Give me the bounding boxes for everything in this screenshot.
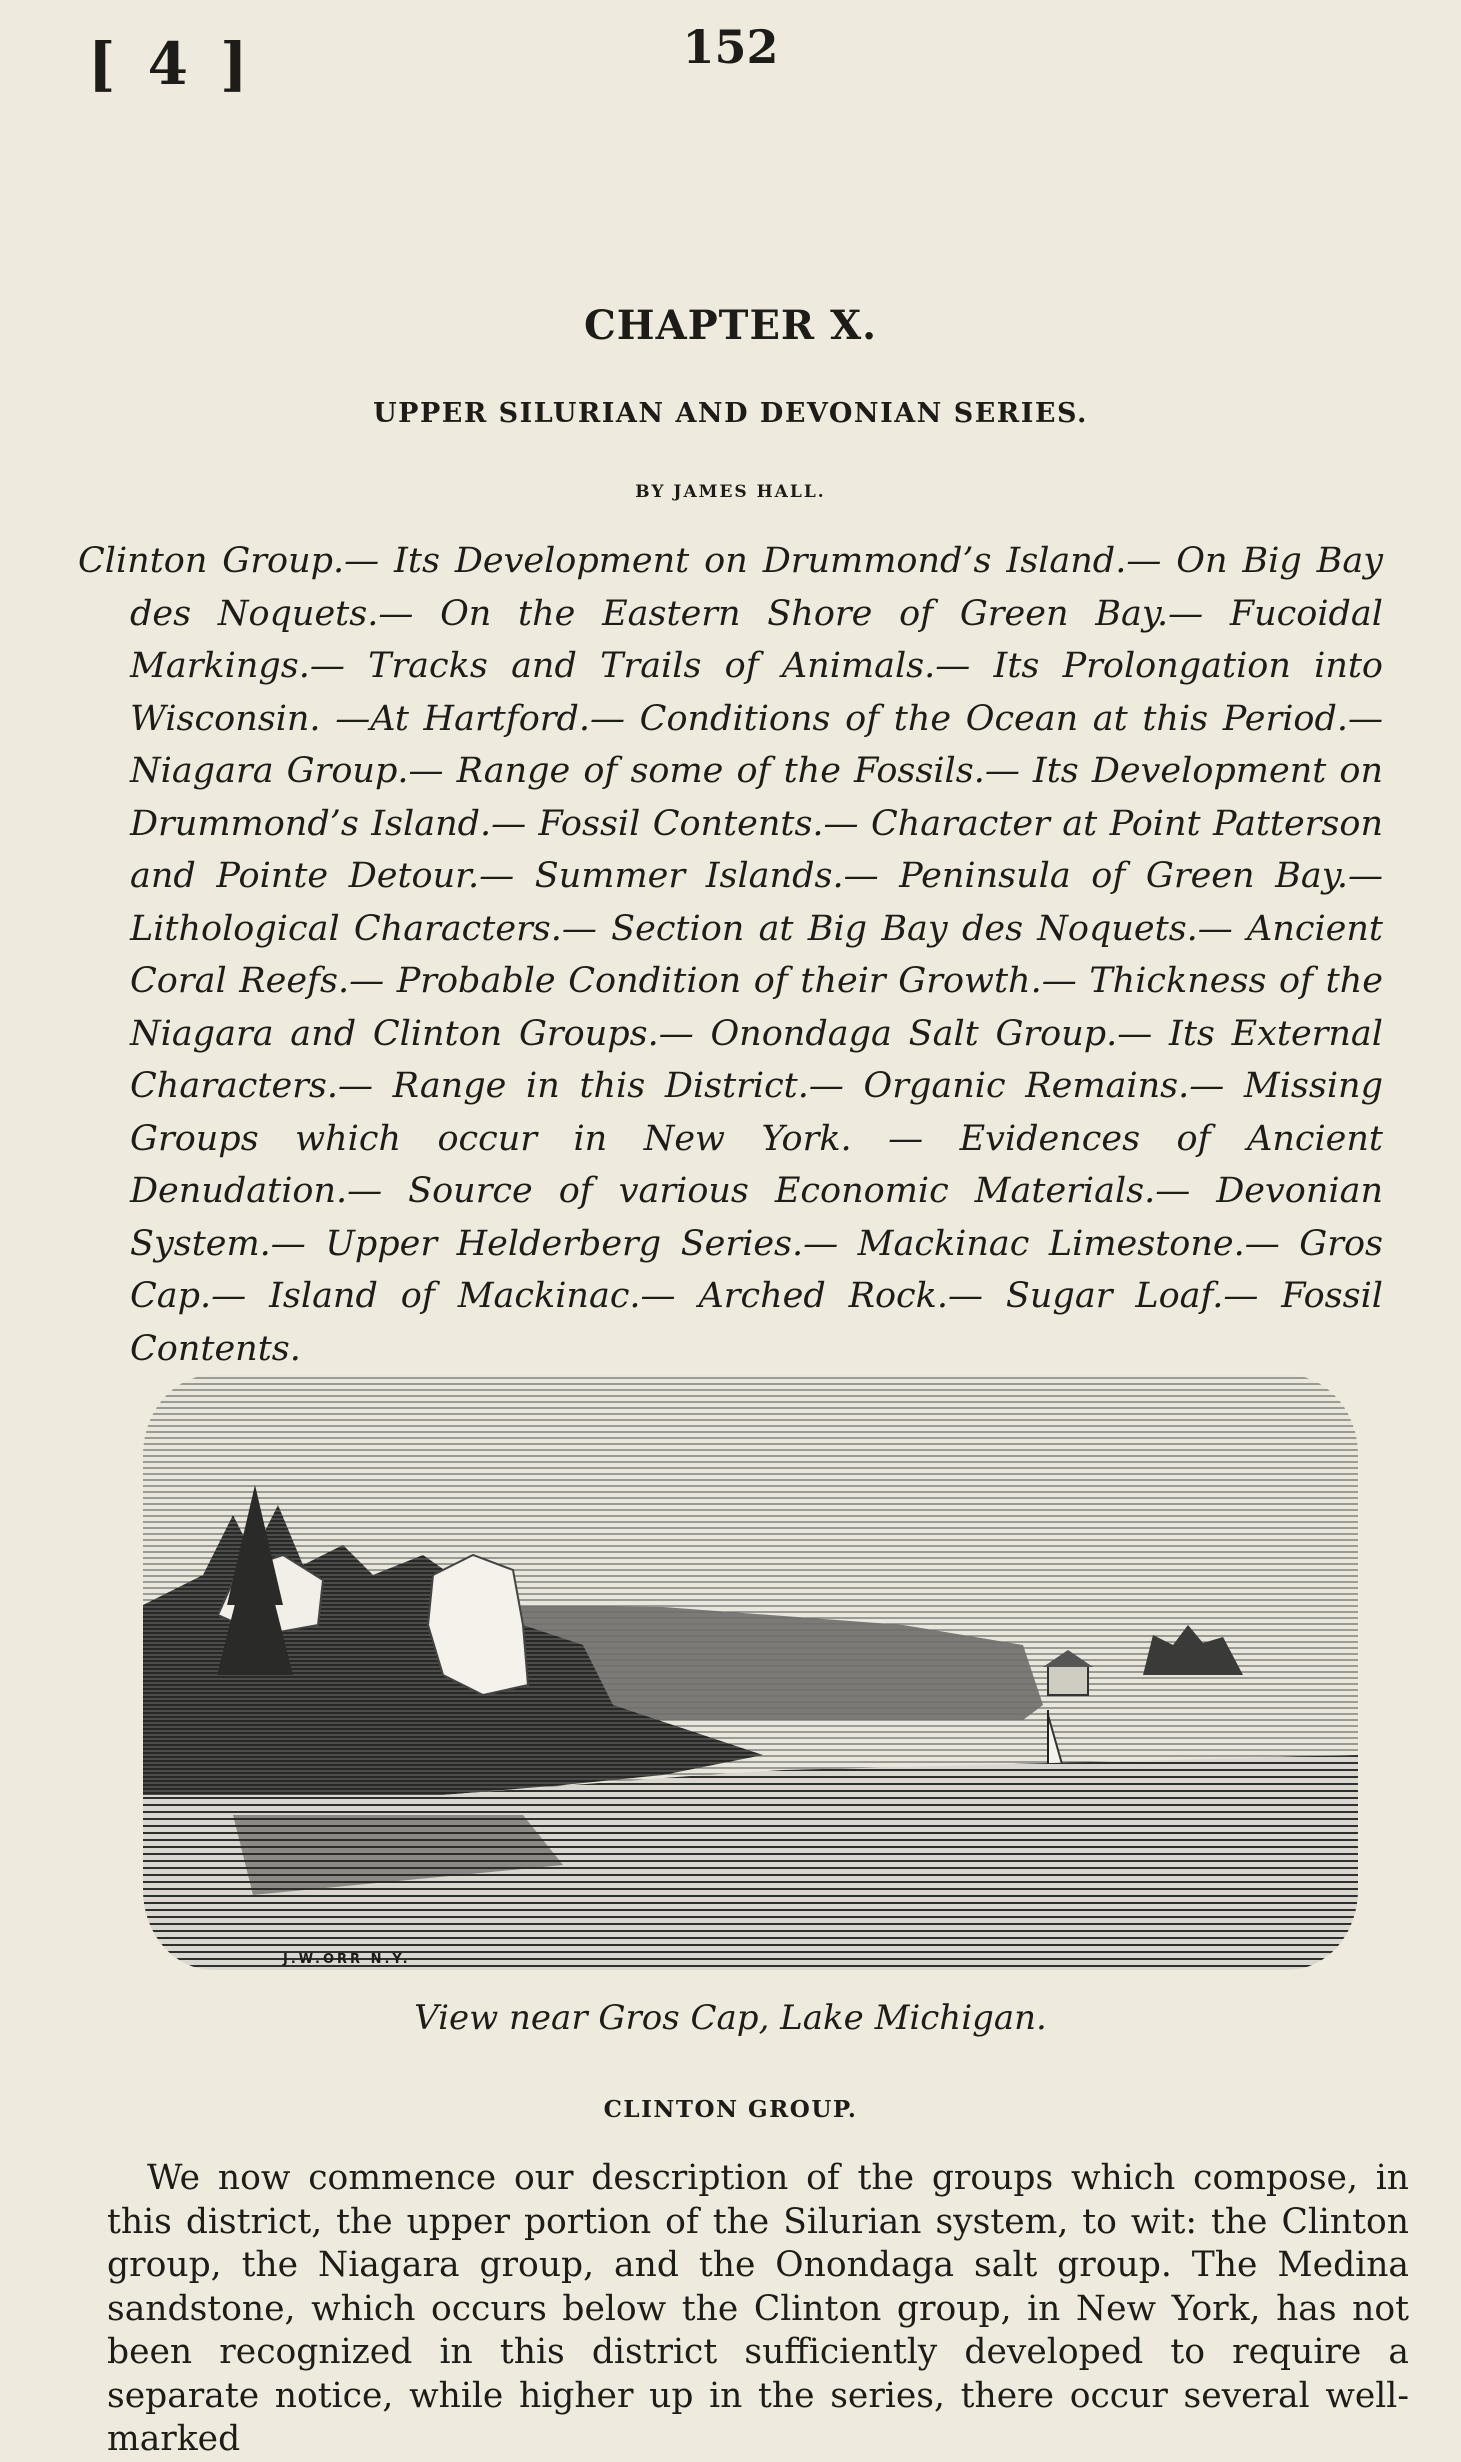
figure-caption: View near Gros Cap, Lake Michigan. (414, 1998, 1047, 2038)
chapter-author: BY JAMES HALL. (635, 482, 826, 502)
section-heading: CLINTON GROUP. (603, 2096, 858, 2123)
page-number: 152 (682, 20, 779, 74)
sheet-number: [ 4 ] (88, 30, 254, 98)
chapter-synopsis: Clinton Group.— Its Development on Drummond’s Island.— On Big Bay des Noquets.— On the Eastern Shore of Green Bay.— Fucoidal Markings.— Tracks and Trails of Animals.— Its Prolongation into Wisconsin. —At Hartford.— Conditions of the Ocean at this Period.— Niagara Group.— Range of some of the Fossils.— Its Development on Drummond’s Island.— Fossil Contents.— Character at Point Patterson and Pointe Detour.— Summer Islands.— Peninsula of Green Bay.— Lithological Characters.— Section at Big Bay des Noquets.— Ancient Coral Reefs.— Probable Condition of their Growth.— Thickness of the Niagara and Clinton Groups.— Onondaga Salt Group.— Its External Characters.— Range in this District.— Organic Remains.— Missing Groups which occur in New York. — Evidences of Ancient Denudation.— Source of various Economic Materials.— Devonian System.— Upper Helderberg Series.— Mackinac Limestone.— Gros Cap.— Island of Mackinac.— Arched Rock.— Sugar Loaf.— Fossil Contents. (78, 541, 1383, 1369)
engraving-illustration (143, 1375, 1358, 1970)
engraving-art (143, 1375, 1358, 1970)
body-paragraph: We now commence our description of the groups which compose, in this district, the upper portion of the Silurian system, to wit: the Clinton group, the Niagara group, and the Onondaga salt group. The Medina sandstone, which occurs below the Clinton group, in New York, has not been recognized in this district sufficiently developed to require a separate notice, while higher up in the series, there occur several well-marked (107, 2158, 1409, 2459)
engraver-mark: J.W.ORR N.Y. (283, 1952, 411, 1967)
chapter-title: CHAPTER X. (583, 302, 878, 349)
chapter-subtitle: UPPER SILURIAN AND DEVONIAN SERIES. (373, 398, 1088, 429)
